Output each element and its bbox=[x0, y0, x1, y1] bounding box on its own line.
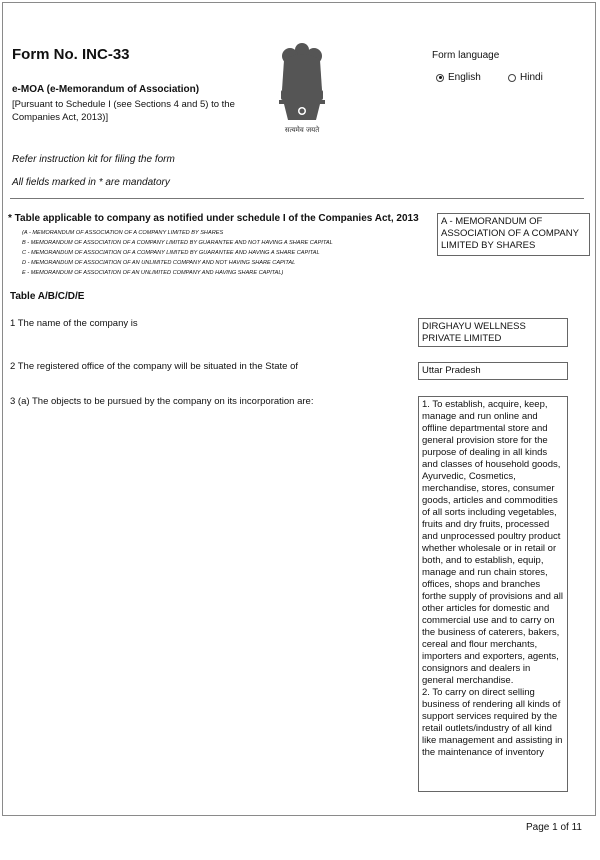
section-heading: Table A/B/C/D/E bbox=[10, 291, 85, 302]
objects-paragraph-2: 2. To carry on direct selling business of rendering all kinds of support services required by the retail outlets/industry of all kind like management and assisting in the maintenance of inventory bbox=[422, 687, 563, 758]
language-english-label: English bbox=[448, 72, 481, 83]
company-name-field[interactable]: DIRGHAYU WELLNESS PRIVATE LIMITED bbox=[418, 318, 568, 347]
objects-paragraph-1: 1. To establish, acquire, keep, manage and run online and offline departmental store and general provision store for the purpose of dealing in all kinds and classes of household goods, Ayurvedic, Cosmetics, merchandise, stores, consumer goods, articles and commodities of all sorts including vegetables, fruits and dry fruits, processed and unprocessed poultry product whether wholesale or in retail or both, and to establish, equip, manage and run chain stores, offices, shops and branches forthe supply of provisions and all other articles for domestic and commercial use and to carry on the business of caterers, bakers, cereal and flour merchants, importers and exporters, agents, consignors and dealers in general merchandise. bbox=[422, 399, 563, 686]
company-name-label: 1 The name of the company is bbox=[10, 318, 138, 329]
form-number: Form No. INC-33 bbox=[12, 46, 130, 63]
emoa-title: e-MOA (e-Memorandum of Association) bbox=[12, 84, 200, 95]
objects-textarea[interactable] bbox=[418, 396, 568, 792]
divider bbox=[10, 198, 584, 199]
lion-capital-icon bbox=[272, 40, 332, 136]
table-applicable-label: * Table applicable to company as notified under schedule I of the Companies Act, 2013 bbox=[8, 213, 419, 224]
radio-unselected-icon[interactable] bbox=[508, 74, 516, 82]
registered-state-field[interactable]: Uttar Pradesh bbox=[418, 362, 568, 380]
table-option: E - MEMORANDUM OF ASSOCIATION OF AN UNLIMITED COMPANY AND HAVING SHARE CAPITAL) bbox=[22, 270, 284, 276]
national-emblem bbox=[272, 40, 332, 136]
emblem-motto: सत्यमेव जयते bbox=[284, 126, 320, 134]
emoa-subtitle: [Pursuant to Schedule I (see Sections 4 and 5) to the Companies Act, 2013)] bbox=[12, 99, 235, 123]
table-option: (A - MEMORANDUM OF ASSOCIATION OF A COMPANY LIMITED BY SHARES bbox=[22, 230, 224, 236]
language-hindi-radio[interactable] bbox=[508, 72, 543, 83]
table-applicable-field[interactable]: A - MEMORANDUM OF ASSOCIATION OF A COMPANY LIMITED BY SHARES bbox=[437, 213, 590, 256]
objects-label: 3 (a) The objects to be pursued by the company on its incorporation are: bbox=[10, 396, 314, 407]
table-option: B - MEMORANDUM OF ASSOCIATION OF A COMPANY LIMITED BY GUARANTEE AND NOT HAVING A SHARE CAPITAL bbox=[22, 240, 333, 246]
mandatory-note: All fields marked in * are mandatory bbox=[12, 177, 170, 188]
table-option: D - MEMORANDUM OF ASSOCIATION OF AN UNLIMITED COMPANY AND NOT HAVING SHARE CAPITAL bbox=[22, 260, 296, 266]
language-english-radio[interactable] bbox=[436, 72, 481, 83]
table-option: C - MEMORANDUM OF ASSOCIATION OF A COMPANY LIMITED BY GUARANTEE AND HAVING A SHARE CAPITAL bbox=[22, 250, 320, 256]
form-language-label: Form language bbox=[432, 50, 500, 61]
radio-selected-icon[interactable] bbox=[436, 74, 444, 82]
instruction-kit-note: Refer instruction kit for filing the form bbox=[12, 154, 175, 165]
page-number: Page 1 of 11 bbox=[526, 822, 582, 833]
table-options-list bbox=[22, 228, 333, 278]
language-hindi-label: Hindi bbox=[520, 72, 543, 83]
registered-state-label: 2 The registered office of the company will be situated in the State of bbox=[10, 361, 298, 372]
